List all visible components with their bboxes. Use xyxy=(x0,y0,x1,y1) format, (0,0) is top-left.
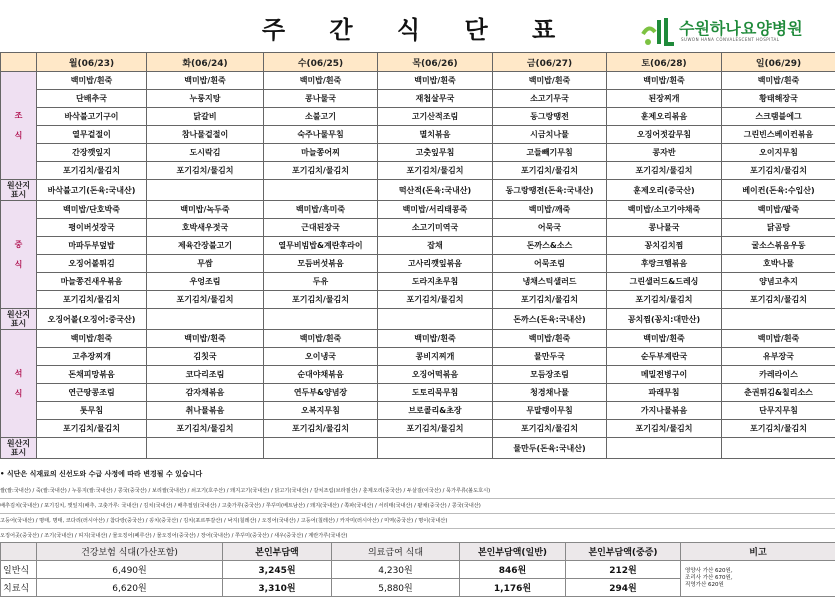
menu-item: 포기김치/물김치 xyxy=(264,162,378,180)
price-cell: 6,620원 xyxy=(37,579,223,597)
menu-item: 재첩살무국 xyxy=(378,90,493,108)
menu-item: 누룽지탕 xyxy=(147,90,264,108)
day-header: 목(06/26) xyxy=(378,53,493,72)
lunch-label: 중 식 xyxy=(1,201,37,309)
origin-note xyxy=(147,438,264,459)
origin-note xyxy=(264,309,378,330)
price-header: 본인부담액 xyxy=(223,543,332,561)
price-header: 본인부담액(일반) xyxy=(460,543,566,561)
menu-change-notice: • 식단은 식재료의 신선도와 수급 사정에 따라 변경될 수 있습니다 xyxy=(0,469,835,479)
origin-note xyxy=(264,438,378,459)
menu-item: 소불고기 xyxy=(264,108,378,126)
origin-note: 물만두(돈육:국내산) xyxy=(493,438,607,459)
menu-item: 모듬장조림 xyxy=(493,366,607,384)
dinner-row xyxy=(1,366,835,384)
dinner-origin-row xyxy=(1,438,835,459)
day-header: 금(06/27) xyxy=(493,53,607,72)
menu-item: 춘권튀김&칠리소스 xyxy=(722,384,835,402)
breakfast-row xyxy=(1,90,835,108)
lunch-origin-row xyxy=(1,309,835,330)
price-header: 본인부담액(중증) xyxy=(566,543,681,561)
menu-item: 된장찌개 xyxy=(607,90,722,108)
menu-item: 고들빼기무침 xyxy=(493,144,607,162)
dinner-row xyxy=(1,384,835,402)
price-cell: 3,245원 xyxy=(223,561,332,579)
day-header: 수(06/25) xyxy=(264,53,378,72)
menu-item: 백미밥/팥죽 xyxy=(722,201,835,219)
menu-item: 백미밥/흑미죽 xyxy=(264,201,378,219)
menu-item: 포기김치/물김치 xyxy=(378,162,493,180)
menu-item: 도토리묵무침 xyxy=(378,384,493,402)
menu-item: 포기김치/물김치 xyxy=(378,420,493,438)
meal-price-table xyxy=(0,542,835,597)
menu-item: 소고기미역국 xyxy=(378,219,493,237)
origin-note: 훈제오리(중국산) xyxy=(607,180,722,201)
breakfast-row xyxy=(1,126,835,144)
menu-item: 콩자반 xyxy=(607,144,722,162)
menu-item: 마늘쫑건새우볶음 xyxy=(37,273,147,291)
menu-item: 오복지무침 xyxy=(264,402,378,420)
menu-item: 무말랭이무침 xyxy=(493,402,607,420)
menu-item: 백미밥/흰죽 xyxy=(264,72,378,90)
menu-item: 간장깻잎지 xyxy=(37,144,147,162)
menu-item: 백미밥/흰죽 xyxy=(493,72,607,90)
price-header: 비고 xyxy=(681,543,835,561)
price-cell: 212원 xyxy=(566,561,681,579)
price-header xyxy=(1,543,37,561)
menu-item: 청경채나물 xyxy=(493,384,607,402)
lunch-row xyxy=(1,219,835,237)
lunch-row xyxy=(1,237,835,255)
menu-item: 김칫국 xyxy=(147,348,264,366)
menu-item: 닭곰탕 xyxy=(722,219,835,237)
menu-item: 물만두국 xyxy=(493,348,607,366)
breakfast-row xyxy=(1,162,835,180)
menu-item: 포기김치/물김치 xyxy=(493,420,607,438)
menu-item: 오징어떡볶음 xyxy=(378,366,493,384)
menu-item: 포기김치/물김치 xyxy=(147,291,264,309)
menu-item: 도라지초무침 xyxy=(378,273,493,291)
menu-item: 모듬버섯볶음 xyxy=(264,255,378,273)
origin-note: 바삭불고기(돈육:국내산) xyxy=(37,180,147,201)
breakfast-row xyxy=(1,72,835,90)
origin-label: 원산지 표시 xyxy=(1,438,37,459)
menu-item: 포기김치/물김치 xyxy=(147,420,264,438)
menu-item: 콩나물국 xyxy=(607,219,722,237)
breakfast-row xyxy=(1,144,835,162)
origin-label: 원산지 표시 xyxy=(1,309,37,330)
menu-item: 파래무침 xyxy=(607,384,722,402)
page-title: 주 간 식 단 표 xyxy=(0,10,835,45)
origin-note: 베이컨(돈육:수입산) xyxy=(722,180,835,201)
hospital-name: 수원하나요양병원 xyxy=(679,16,803,39)
menu-item: 포기김치/물김치 xyxy=(264,420,378,438)
price-cell: 3,310원 xyxy=(223,579,332,597)
menu-item: 백미밥/흰죽 xyxy=(37,72,147,90)
origin-label: 원산지 표시 xyxy=(1,180,37,201)
menu-item: 훈제오리볶음 xyxy=(607,108,722,126)
hospital-logo-mark xyxy=(639,14,675,48)
menu-item: 취나물볶음 xyxy=(147,402,264,420)
menu-item: 콩나물국 xyxy=(264,90,378,108)
menu-item: 포기김치/물김치 xyxy=(378,291,493,309)
menu-item: 백미밥/흰죽 xyxy=(607,330,722,348)
dinner-row xyxy=(1,348,835,366)
price-cell: 294원 xyxy=(566,579,681,597)
menu-item: 닭갈비 xyxy=(147,108,264,126)
menu-item: 열무비빔밥&계란후라이 xyxy=(264,237,378,255)
menu-item: 양념고추지 xyxy=(722,273,835,291)
menu-item: 포기김치/물김치 xyxy=(722,162,835,180)
menu-item: 황태해장국 xyxy=(722,90,835,108)
remark-line: 영양사 가산 620원, xyxy=(685,568,835,575)
origin-line: 오징어곳(중국산) / 조기(국내산) / 띠지(국내산) / 물오징어(페루산) / 물오징어(중국산) / 장어(국내산) / 쭈꾸미(중국산) / 새우(중국산) / 계란가루(국내산) xyxy=(0,529,835,544)
origin-line: 고등어(국내산) / 명태, 명태, 코다리(러시아산) / 참다랑(중국산) / 꽁치(중국산) / 김치(포르투갈산) / 낙지(칠레산) / 오징어(국내산) / 고등어(칠레산) / 카자미(러시아산) / 미역(중국산) / 명이(국내산) xyxy=(0,514,835,529)
menu-item: 오징어볼튀김 xyxy=(37,255,147,273)
menu-item: 백미밥/흰죽 xyxy=(147,330,264,348)
menu-item: 소고기무국 xyxy=(493,90,607,108)
day-header: 화(06/24) xyxy=(147,53,264,72)
menu-item: 참나물겉절이 xyxy=(147,126,264,144)
origin-note xyxy=(147,180,264,201)
menu-item: 백미밥/흰죽 xyxy=(722,72,835,90)
day-header: 일(06/29) xyxy=(722,53,835,72)
menu-item: 연두부&양념장 xyxy=(264,384,378,402)
remark-line: 직영가산 620원 xyxy=(685,582,835,589)
menu-item: 우엉조림 xyxy=(147,273,264,291)
menu-item: 오이냉국 xyxy=(264,348,378,366)
price-header: 의료급여 식대 xyxy=(332,543,460,561)
menu-item: 굴소스볶음우동 xyxy=(722,237,835,255)
price-header-row xyxy=(1,543,835,561)
menu-item: 콩비지찌개 xyxy=(378,348,493,366)
lunch-row xyxy=(1,201,835,219)
menu-item: 백미밥/단호박죽 xyxy=(37,201,147,219)
menu-item: 카레라이스 xyxy=(722,366,835,384)
price-cell: 846원 xyxy=(460,561,566,579)
menu-item: 브로콜리&초장 xyxy=(378,402,493,420)
breakfast-label: 조 식 xyxy=(1,72,37,180)
menu-item: 순대야채볶음 xyxy=(264,366,378,384)
menu-item: 백미밥/흰죽 xyxy=(264,330,378,348)
hospital-logo xyxy=(633,12,833,50)
dinner-row xyxy=(1,420,835,438)
menu-item: 백미밥/흰죽 xyxy=(493,330,607,348)
dinner-row xyxy=(1,402,835,420)
origin-note: 꽁치찜(꽁치:대만산) xyxy=(607,309,722,330)
menu-item: 단배추국 xyxy=(37,90,147,108)
menu-item: 평이버섯장국 xyxy=(37,219,147,237)
day-header: 토(06/28) xyxy=(607,53,722,72)
menu-item: 시금치나물 xyxy=(493,126,607,144)
origin-note xyxy=(722,438,835,459)
diet-type: 일반식 xyxy=(1,561,37,579)
origin-note: 떡산적(돈육:국내산) xyxy=(378,180,493,201)
header-corner xyxy=(1,53,37,72)
remark-line: 조리사 가산 670원, xyxy=(685,575,835,582)
menu-item: 백미밥/흰죽 xyxy=(147,72,264,90)
menu-item: 가지나물볶음 xyxy=(607,402,722,420)
origin-line: 배추김치(국내산) / 포기김치, 깻잎지(배추, 고춧가루: 국내산) / 김치(국내산) / 배추절임(국내산) / 고춧가루(중국산) / 쭈꾸미(베트남산) / 돼지(국내산) / 쪽파(국내산) / 서리태(국내산) / 팥채(중국산) / 콩국(국내산) xyxy=(0,499,835,514)
menu-item: 고기산적조림 xyxy=(378,108,493,126)
origin-note xyxy=(37,438,147,459)
menu-item: 무쌈 xyxy=(147,255,264,273)
menu-item: 포기김치/물김치 xyxy=(37,291,147,309)
origin-line: 쌀(쌀:국내산) / 죽(쌀:국내산) / 누룽지(쌀:국내산) / 콩국(중국산) / 보리쌀(국내산) / 쇠고기(호주산) / 돼지고기(국내산) / 닭고기(국내산) / 갈치조림(브라질산) / 훈제오리(중국산) / 두살걸(이국산) / 묵가루류(볼도호시) xyxy=(0,484,835,499)
menu-item: 후랑크햄볶음 xyxy=(607,255,722,273)
page-header xyxy=(0,4,835,52)
menu-item: 제육간장불고기 xyxy=(147,237,264,255)
menu-item: 마늘쫑어찌 xyxy=(264,144,378,162)
menu-item: 열무겉절이 xyxy=(37,126,147,144)
dinner-label: 석 식 xyxy=(1,330,37,438)
origin-note xyxy=(722,309,835,330)
menu-item: 백미밥/서리태콩죽 xyxy=(378,201,493,219)
menu-item: 그린샐러드&드레싱 xyxy=(607,273,722,291)
menu-item: 백미밥/흰죽 xyxy=(37,330,147,348)
origin-note xyxy=(264,180,378,201)
menu-item: 코다리조림 xyxy=(147,366,264,384)
origin-note xyxy=(607,438,722,459)
menu-item: 감자채볶음 xyxy=(147,384,264,402)
lunch-row xyxy=(1,273,835,291)
menu-item: 포기김치/물김치 xyxy=(147,162,264,180)
menu-item: 오이지무침 xyxy=(722,144,835,162)
menu-item: 백미밥/깨죽 xyxy=(493,201,607,219)
menu-item: 도시락김 xyxy=(147,144,264,162)
menu-item: 포기김치/물김치 xyxy=(37,420,147,438)
menu-item: 포기김치/물김치 xyxy=(493,162,607,180)
lunch-row xyxy=(1,291,835,309)
menu-item: 동그랑땡전 xyxy=(493,108,607,126)
menu-item: 근대된장국 xyxy=(264,219,378,237)
menu-item: 포기김치/물김치 xyxy=(493,291,607,309)
menu-item: 잡채 xyxy=(378,237,493,255)
menu-item: 연근땅콩조림 xyxy=(37,384,147,402)
menu-item: 바삭불고기구이 xyxy=(37,108,147,126)
menu-item: 냉채스틱샐러드 xyxy=(493,273,607,291)
menu-item: 포기김치/물김치 xyxy=(607,291,722,309)
price-cell: 6,490원 xyxy=(37,561,223,579)
origin-note: 돈까스(돈육:국내산) xyxy=(493,309,607,330)
price-cell: 4,230원 xyxy=(332,561,460,579)
origin-note: 동그랑땡전(돈육:국내산) xyxy=(493,180,607,201)
breakfast-origin-row xyxy=(1,180,835,201)
menu-item: 백미밥/녹두죽 xyxy=(147,201,264,219)
menu-item: 포기김치/물김치 xyxy=(37,162,147,180)
menu-item: 고추장찌개 xyxy=(37,348,147,366)
menu-item: 오징어젓갈무침 xyxy=(607,126,722,144)
menu-item: 백미밥/소고기야채죽 xyxy=(607,201,722,219)
menu-item: 포기김치/물김치 xyxy=(722,291,835,309)
lunch-row xyxy=(1,255,835,273)
menu-item: 돈채피망볶음 xyxy=(37,366,147,384)
menu-item: 마파두부덮밥 xyxy=(37,237,147,255)
menu-item: 스크램블에그 xyxy=(722,108,835,126)
menu-item: 포기김치/물김치 xyxy=(607,162,722,180)
menu-item: 두유 xyxy=(264,273,378,291)
origin-note xyxy=(147,309,264,330)
menu-item: 어묵조림 xyxy=(493,255,607,273)
price-cell: 5,880원 xyxy=(332,579,460,597)
menu-item: 백미밥/흰죽 xyxy=(378,72,493,90)
day-header: 월(06/23) xyxy=(37,53,147,72)
price-remark xyxy=(681,561,835,597)
menu-item: 고춧잎무침 xyxy=(378,144,493,162)
menu-item: 그린빈스베이컨볶음 xyxy=(722,126,835,144)
menu-item: 호박새우젓국 xyxy=(147,219,264,237)
origin-information xyxy=(0,484,835,544)
price-row xyxy=(1,561,835,579)
menu-item: 순두부계란국 xyxy=(607,348,722,366)
hospital-subtitle: SUWON HANA CONVALESCENT HOSPITAL xyxy=(681,37,779,42)
menu-item: 포기김치/물김치 xyxy=(607,420,722,438)
menu-item: 톳무침 xyxy=(37,402,147,420)
weekly-menu-table xyxy=(0,52,835,459)
menu-item: 메밀전병구이 xyxy=(607,366,722,384)
menu-item: 돈까스&소스 xyxy=(493,237,607,255)
menu-item: 단무지무침 xyxy=(722,402,835,420)
menu-item: 백미밥/흰죽 xyxy=(722,330,835,348)
origin-note xyxy=(378,309,493,330)
menu-item: 포기김치/물김치 xyxy=(264,291,378,309)
breakfast-row xyxy=(1,108,835,126)
menu-item: 고사리깻잎볶음 xyxy=(378,255,493,273)
origin-note: 오징어볼(오징어:중국산) xyxy=(37,309,147,330)
menu-item: 유부장국 xyxy=(722,348,835,366)
menu-item: 백미밥/흰죽 xyxy=(378,330,493,348)
day-header-row xyxy=(1,53,835,72)
price-header: 건강보험 식대(가산포함) xyxy=(37,543,223,561)
menu-item: 호박나물 xyxy=(722,255,835,273)
menu-item: 꽁치김치찜 xyxy=(607,237,722,255)
dinner-row xyxy=(1,330,835,348)
diet-type: 치료식 xyxy=(1,579,37,597)
menu-item: 멸치볶음 xyxy=(378,126,493,144)
origin-note xyxy=(378,438,493,459)
menu-item: 어묵국 xyxy=(493,219,607,237)
menu-item: 백미밥/흰죽 xyxy=(607,72,722,90)
menu-item: 포기김치/물김치 xyxy=(722,420,835,438)
menu-item: 숙주나물무침 xyxy=(264,126,378,144)
price-cell: 1,176원 xyxy=(460,579,566,597)
